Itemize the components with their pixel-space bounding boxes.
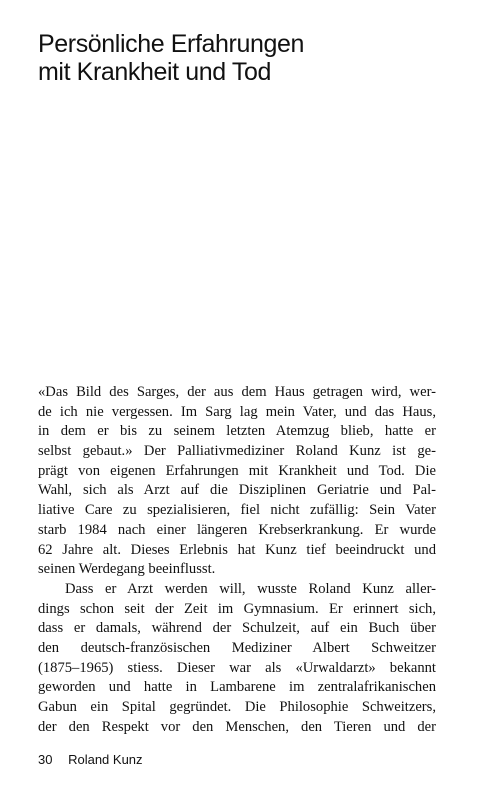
text-line: 62 Jahre alt. Dieses Erlebnis hat Kunz tief beeindruckt und (38, 541, 436, 558)
text-line: den deutsch-französischen Mediziner Albert Schweitzer (38, 639, 436, 656)
text-line: selbst gebaut.» Der Palliativmediziner Roland Kunz ist ge- (38, 443, 436, 460)
text-line: in dem er bis zu seinem letzten Atemzug blieb, hatte er (38, 423, 436, 440)
chapter-title-line: mit Krankheit und Tod (38, 58, 271, 86)
text-line: dass er damals, während der Schulzeit, auf ein Buch über (38, 620, 436, 637)
chapter-title (38, 30, 468, 86)
text-line: Gabun ein Spital gegründet. Die Philosophie Schweitzers, (38, 699, 436, 715)
paragraph (38, 580, 436, 738)
text-line: de ich nie vergessen. Im Sarg lag mein Vater, und das Haus, (38, 403, 436, 420)
text-line: dings schon seit der Zeit im Gymnasium. Er erinnert sich, (38, 600, 436, 617)
text-line: Wahl, sich als Arzt auf die Disziplinen Geriatrie und Pal- (38, 482, 436, 499)
text-line: liative Care zu spezialisieren, fiel nicht zufällig: Sein Vater (38, 502, 436, 519)
paragraph (38, 383, 436, 580)
page-footer (38, 752, 143, 768)
text-line: «Das Bild des Sarges, der aus dem Haus getragen wird, wer- (38, 384, 436, 400)
text-line: Dass er Arzt werden will, wusste Roland Kunz aller- (65, 580, 436, 597)
text-line: der den Respekt vor den Menschen, den Tieren und der (38, 718, 436, 735)
chapter-title-line: Persönliche Erfahrungen (38, 30, 304, 58)
page-number: 30 (38, 752, 53, 767)
body-text (38, 383, 436, 737)
text-line: geworden und hatte in Lambarene im zentralafrikanischen (38, 679, 436, 696)
text-line: prägt von eigenen Erfahrungen mit Krankheit und Tod. Die (38, 462, 436, 479)
text-line: seinen Werdegang beeinflusst. (38, 561, 216, 578)
text-line: starb 1984 nach einer längeren Krebserkrankung. Er wurde (38, 521, 436, 538)
running-head: Roland Kunz (68, 752, 143, 767)
text-line: (1875–1965) stiess. Dieser war als «Urwaldarzt» bekannt (38, 659, 436, 676)
